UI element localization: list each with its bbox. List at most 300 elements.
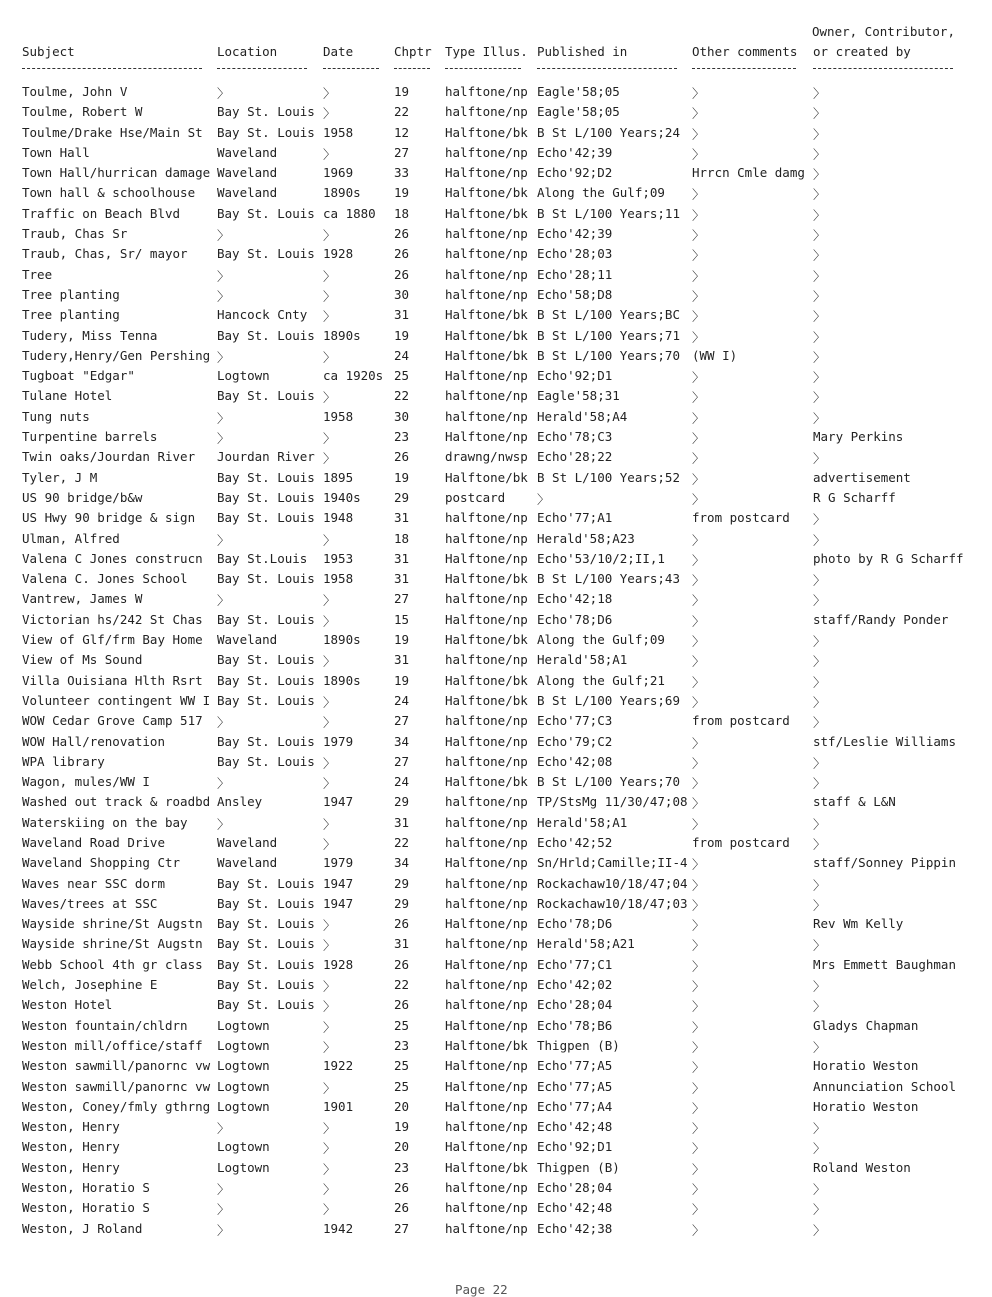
- cell-comments: 〉: [692, 390, 705, 406]
- cell-type: postcard: [445, 489, 506, 505]
- header-rule: [0, 62, 992, 74]
- table-row: [0, 774, 992, 794]
- table-row: [0, 409, 992, 429]
- cell-location: Logtown: [217, 1139, 270, 1155]
- cell-comments: Hrrcn Cmle damg: [692, 165, 805, 181]
- table-header: [0, 44, 992, 64]
- cell-chptr: 31: [394, 571, 410, 587]
- cell-owner: 〉: [813, 715, 826, 731]
- header-chptr: Chptr: [394, 44, 432, 59]
- cell-date: 〉: [323, 694, 336, 710]
- cell-comments: 〉: [692, 979, 705, 995]
- cell-published: Herald'58;A1: [537, 814, 628, 830]
- cell-chptr: 27: [394, 1220, 410, 1236]
- cell-chptr: 31: [394, 936, 410, 952]
- cell-chptr: 19: [394, 185, 410, 201]
- cell-owner: Roland Weston: [813, 1159, 911, 1175]
- cell-owner: 〉: [813, 126, 826, 142]
- table-row: [0, 246, 992, 266]
- cell-owner: 〉: [813, 146, 826, 162]
- cell-published: Echo'42;48: [537, 1119, 613, 1135]
- cell-owner: staff/Sonney Pippin: [813, 855, 956, 871]
- cell-type: Halftone/bk: [445, 347, 528, 363]
- cell-date: 〉: [323, 1161, 336, 1177]
- table-row: [0, 185, 992, 205]
- cell-location: Logtown: [217, 1058, 270, 1074]
- cell-comments: 〉: [692, 857, 705, 873]
- cell-date: 〉: [323, 1141, 336, 1157]
- table-row: [0, 794, 992, 814]
- table-row: [0, 510, 992, 530]
- cell-chptr: 24: [394, 692, 410, 708]
- cell-comments: 〉: [692, 146, 705, 162]
- cell-published: Echo'42;52: [537, 834, 613, 850]
- cell-comments: 〉: [692, 187, 705, 203]
- cell-type: halftone/np: [445, 875, 528, 891]
- cell-date: 〉: [323, 1182, 336, 1198]
- table-row: [0, 368, 992, 388]
- cell-location: Hancock Cnty: [217, 307, 308, 323]
- cell-subject: Weston mill/office/staff: [22, 1037, 203, 1053]
- cell-date: 1969: [323, 165, 354, 181]
- cell-date: 〉: [323, 1121, 336, 1137]
- rule-segment: [692, 68, 796, 69]
- rule-segment: [323, 68, 379, 69]
- cell-chptr: 31: [394, 550, 410, 566]
- cell-type: Halftone/np: [445, 1098, 528, 1114]
- table-row: [0, 977, 992, 997]
- cell-published: Echo'42;08: [537, 753, 613, 769]
- cell-type: Halftone/np: [445, 733, 528, 749]
- cell-comments: 〉: [692, 329, 705, 345]
- cell-chptr: 22: [394, 104, 410, 120]
- cell-subject: Traub, Chas, Sr/ mayor: [22, 246, 188, 262]
- cell-date: 〉: [323, 288, 336, 304]
- cell-location: Logtown: [217, 1098, 270, 1114]
- cell-published: Thigpen (B): [537, 1159, 620, 1175]
- cell-type: halftone/np: [445, 794, 528, 810]
- cell-owner: 〉: [813, 167, 826, 183]
- cell-published: Echo'42;02: [537, 977, 613, 993]
- table-row: [0, 1180, 992, 1200]
- table-row: [0, 1221, 992, 1241]
- cell-date: 〉: [323, 1080, 336, 1096]
- cell-location: 〉: [217, 593, 230, 609]
- cell-comments: 〉: [692, 248, 705, 264]
- cell-subject: Waveland Road Drive: [22, 834, 165, 850]
- cell-date: 〉: [323, 1202, 336, 1218]
- cell-type: Halftone/bk: [445, 327, 528, 343]
- cell-published: B St L/100 Years;11: [537, 205, 680, 221]
- table-row: [0, 1058, 992, 1078]
- cell-type: Halftone/np: [445, 1017, 528, 1033]
- header-type: Type Illus.: [445, 44, 528, 59]
- cell-owner: R G Scharff: [813, 489, 896, 505]
- cell-comments: 〉: [692, 918, 705, 934]
- table-row: [0, 267, 992, 287]
- table-row: [0, 125, 992, 145]
- cell-published: Echo'77;C3: [537, 713, 613, 729]
- cell-comments: 〉: [692, 1141, 705, 1157]
- cell-published: Echo'58;D8: [537, 286, 613, 302]
- cell-date: 〉: [323, 1019, 336, 1035]
- cell-location: Bay St. Louis: [217, 672, 315, 688]
- cell-date: 〉: [323, 593, 336, 609]
- cell-type: Halftone/bk: [445, 307, 528, 323]
- cell-comments: 〉: [692, 532, 705, 548]
- table-row: [0, 348, 992, 368]
- table-row: [0, 855, 992, 875]
- cell-owner: 〉: [813, 938, 826, 954]
- cell-type: halftone/np: [445, 388, 528, 404]
- cell-subject: Traffic on Beach Blvd: [22, 205, 181, 221]
- cell-comments: 〉: [692, 776, 705, 792]
- cell-subject: Weston sawmill/panornc vw: [22, 1058, 211, 1074]
- cell-type: Halftone/np: [445, 165, 528, 181]
- cell-subject: WOW Cedar Grove Camp 517: [22, 713, 203, 729]
- table-row: [0, 490, 992, 510]
- cell-owner: 〉: [813, 1202, 826, 1218]
- cell-published: Thigpen (B): [537, 1037, 620, 1053]
- cell-subject: Town Hall: [22, 144, 90, 160]
- cell-owner: 〉: [813, 1222, 826, 1238]
- cell-type: halftone/np: [445, 936, 528, 952]
- table-row: [0, 165, 992, 185]
- cell-comments: 〉: [692, 106, 705, 122]
- cell-chptr: 30: [394, 408, 410, 424]
- cell-published: Eagle'58;05: [537, 84, 620, 99]
- cell-chptr: 30: [394, 286, 410, 302]
- cell-published: Echo'92;D2: [537, 165, 613, 181]
- cell-subject: Turpentine barrels: [22, 429, 158, 445]
- cell-owner: 〉: [813, 979, 826, 995]
- cell-date: 1979: [323, 733, 354, 749]
- cell-owner: 〉: [813, 654, 826, 670]
- cell-location: Jourdan River: [217, 449, 315, 465]
- header-published: Published in: [537, 44, 628, 59]
- cell-published: Echo'92;D1: [537, 1139, 613, 1155]
- cell-published: Echo'77;C1: [537, 956, 613, 972]
- cell-subject: Webb School 4th gr class: [22, 956, 203, 972]
- cell-chptr: 33: [394, 165, 410, 181]
- cell-type: Halftone/bk: [445, 571, 528, 587]
- cell-type: halftone/np: [445, 1200, 528, 1216]
- cell-date: 1890s: [323, 327, 361, 343]
- cell-chptr: 29: [394, 794, 410, 810]
- cell-type: halftone/np: [445, 144, 528, 160]
- cell-published: Echo'77;A1: [537, 510, 613, 526]
- table-row: [0, 936, 992, 956]
- cell-type: Halftone/bk: [445, 774, 528, 790]
- cell-type: Halftone/bk: [445, 672, 528, 688]
- cell-published: Sn/Hrld;Camille;II-4: [537, 855, 688, 871]
- cell-owner: staff/Randy Ponder: [813, 611, 949, 627]
- cell-owner: 〉: [813, 451, 826, 467]
- cell-owner: 〉: [813, 106, 826, 122]
- cell-subject: Wayside shrine/St Augstn: [22, 916, 203, 932]
- cell-published: B St L/100 Years;BC: [537, 307, 680, 323]
- cell-location: Bay St. Louis: [217, 246, 315, 262]
- cell-owner: 〉: [813, 329, 826, 345]
- table-row: [0, 734, 992, 754]
- cell-subject: Welch, Josephine E: [22, 977, 158, 993]
- cell-date: 1890s: [323, 672, 361, 688]
- cell-date: 〉: [323, 836, 336, 852]
- cell-chptr: 31: [394, 307, 410, 323]
- cell-subject: Vantrew, James W: [22, 591, 143, 607]
- cell-comments: 〉: [692, 1202, 705, 1218]
- cell-location: 〉: [217, 1182, 230, 1198]
- cell-comments: 〉: [692, 1019, 705, 1035]
- table-row: [0, 307, 992, 327]
- table-row: [0, 84, 992, 104]
- cell-type: Halftone/np: [445, 550, 528, 566]
- cell-type: halftone/np: [445, 1119, 528, 1135]
- cell-comments: 〉: [692, 268, 705, 284]
- cell-comments: 〉: [692, 1039, 705, 1055]
- table-row: [0, 916, 992, 936]
- cell-date: 1890s: [323, 185, 361, 201]
- cell-published: B St L/100 Years;70: [537, 774, 680, 790]
- cell-comments: 〉: [692, 613, 705, 629]
- cell-chptr: 26: [394, 1180, 410, 1196]
- cell-date: 1890s: [323, 632, 361, 648]
- cell-chptr: 34: [394, 733, 410, 749]
- rule-segment: [394, 68, 430, 69]
- cell-chptr: 19: [394, 672, 410, 688]
- table-row: [0, 713, 992, 733]
- cell-type: Halftone/bk: [445, 692, 528, 708]
- cell-published: Herald'58;A23: [537, 530, 635, 546]
- cell-comments: 〉: [692, 126, 705, 142]
- cell-comments: 〉: [692, 593, 705, 609]
- cell-owner: 〉: [813, 755, 826, 771]
- cell-comments: 〉: [692, 877, 705, 893]
- cell-published: B St L/100 Years;24: [537, 124, 680, 140]
- cell-date: ca 1920s: [323, 368, 384, 384]
- cell-comments: 〉: [692, 897, 705, 913]
- cell-chptr: 19: [394, 327, 410, 343]
- cell-type: Halftone/bk: [445, 185, 528, 201]
- cell-owner: 〉: [813, 349, 826, 365]
- cell-date: 1947: [323, 794, 354, 810]
- cell-date: 1940s: [323, 489, 361, 505]
- cell-subject: Weston, Coney/fmly gthrng: [22, 1098, 211, 1114]
- cell-subject: Tugboat "Edgar": [22, 368, 135, 384]
- rule-segment: [217, 68, 307, 69]
- cell-location: 〉: [217, 1121, 230, 1137]
- cell-chptr: 27: [394, 753, 410, 769]
- cell-published: Echo'92;D1: [537, 368, 613, 384]
- table-row: [0, 429, 992, 449]
- cell-published: TP/StsMg 11/30/47;08: [537, 794, 688, 810]
- cell-owner: 〉: [813, 674, 826, 690]
- cell-subject: Traub, Chas Sr: [22, 226, 128, 242]
- cell-chptr: 19: [394, 1119, 410, 1135]
- cell-chptr: 26: [394, 956, 410, 972]
- cell-type: Halftone/bk: [445, 124, 528, 140]
- cell-location: Waveland: [217, 834, 278, 850]
- cell-owner: 〉: [813, 410, 826, 426]
- cell-date: 〉: [323, 938, 336, 954]
- cell-location: Logtown: [217, 1017, 270, 1033]
- cell-owner: 〉: [813, 187, 826, 203]
- cell-location: 〉: [217, 86, 230, 101]
- cell-location: Waveland: [217, 165, 278, 181]
- cell-subject: Wagon, mules/WW I: [22, 774, 150, 790]
- table-row: [0, 754, 992, 774]
- cell-chptr: 20: [394, 1139, 410, 1155]
- cell-comments: 〉: [692, 958, 705, 974]
- cell-comments: 〉: [692, 86, 705, 101]
- cell-subject: Weston, Horatio S: [22, 1180, 150, 1196]
- cell-location: 〉: [217, 268, 230, 284]
- cell-type: Halftone/np: [445, 1058, 528, 1074]
- cell-comments: 〉: [692, 309, 705, 325]
- cell-location: 〉: [217, 1222, 230, 1238]
- cell-date: 1948: [323, 510, 354, 526]
- cell-type: Halftone/np: [445, 368, 528, 384]
- cell-subject: Tyler, J M: [22, 469, 98, 485]
- cell-subject: Town hall & schoolhouse: [22, 185, 196, 201]
- cell-comments: from postcard: [692, 713, 790, 729]
- header-owner-line2: or created by: [813, 44, 911, 59]
- cell-type: halftone/np: [445, 814, 528, 830]
- cell-date: 〉: [323, 755, 336, 771]
- cell-comments: 〉: [692, 796, 705, 812]
- cell-owner: Mary Perkins: [813, 429, 904, 445]
- cell-type: Halftone/np: [445, 855, 528, 871]
- cell-owner: Rev Wm Kelly: [813, 916, 904, 932]
- cell-location: 〉: [217, 228, 230, 244]
- cell-type: halftone/np: [445, 104, 528, 120]
- table-row: [0, 612, 992, 632]
- cell-comments: 〉: [692, 1121, 705, 1137]
- cell-owner: 〉: [813, 593, 826, 609]
- cell-date: 〉: [323, 268, 336, 284]
- cell-date: 〉: [323, 86, 336, 101]
- cell-chptr: 18: [394, 530, 410, 546]
- cell-owner: 〉: [813, 512, 826, 528]
- cell-comments: 〉: [692, 288, 705, 304]
- cell-date: 〉: [323, 715, 336, 731]
- table-row: [0, 328, 992, 348]
- cell-comments: 〉: [692, 1161, 705, 1177]
- rule-segment: [813, 68, 953, 69]
- cell-subject: Ulman, Alfred: [22, 530, 120, 546]
- cell-chptr: 24: [394, 347, 410, 363]
- cell-published: Echo'78;D6: [537, 916, 613, 932]
- cell-date: 〉: [323, 776, 336, 792]
- cell-owner: 〉: [813, 999, 826, 1015]
- cell-type: halftone/np: [445, 997, 528, 1013]
- cell-type: Halftone/bk: [445, 1037, 528, 1053]
- cell-chptr: 26: [394, 266, 410, 282]
- cell-type: halftone/np: [445, 408, 528, 424]
- cell-chptr: 22: [394, 388, 410, 404]
- cell-published: Echo'28;04: [537, 997, 613, 1013]
- cell-owner: 〉: [813, 897, 826, 913]
- header-date: Date: [323, 44, 354, 59]
- cell-comments: 〉: [692, 938, 705, 954]
- cell-published: Echo'53/10/2;II,1: [537, 550, 665, 566]
- cell-comments: 〉: [692, 816, 705, 832]
- cell-chptr: 12: [394, 124, 410, 140]
- cell-subject: WPA library: [22, 753, 105, 769]
- cell-chptr: 26: [394, 997, 410, 1013]
- cell-location: Logtown: [217, 368, 270, 384]
- cell-comments: from postcard: [692, 510, 790, 526]
- cell-published: Echo'28;04: [537, 1180, 613, 1196]
- cell-owner: 〉: [813, 877, 826, 893]
- cell-subject: Weston, J Roland: [22, 1220, 143, 1236]
- cell-comments: 〉: [692, 1100, 705, 1116]
- cell-comments: 〉: [692, 552, 705, 568]
- cell-owner: Annunciation School: [813, 1078, 956, 1094]
- header-subject: Subject: [22, 44, 75, 59]
- cell-date: 〉: [323, 979, 336, 995]
- table-row: [0, 896, 992, 916]
- cell-comments: 〉: [692, 491, 705, 507]
- cell-subject: WOW Hall/renovation: [22, 733, 165, 749]
- cell-comments: (WW I): [692, 347, 738, 363]
- table-row: [0, 449, 992, 469]
- cell-published: Herald'58;A1: [537, 652, 628, 668]
- cell-location: Bay St. Louis: [217, 895, 315, 911]
- cell-comments: 〉: [692, 1182, 705, 1198]
- cell-comments: 〉: [692, 735, 705, 751]
- cell-location: 〉: [217, 288, 230, 304]
- cell-published: 〉: [537, 491, 550, 507]
- cell-chptr: 19: [394, 84, 410, 99]
- cell-chptr: 26: [394, 1200, 410, 1216]
- cell-location: Bay St. Louis: [217, 611, 315, 627]
- cell-comments: 〉: [692, 410, 705, 426]
- cell-type: Halftone/bk: [445, 205, 528, 221]
- cell-comments: 〉: [692, 634, 705, 650]
- cell-comments: 〉: [692, 1080, 705, 1096]
- cell-location: Bay St. Louis: [217, 469, 315, 485]
- cell-owner: 〉: [813, 1182, 826, 1198]
- cell-published: Herald'58;A21: [537, 936, 635, 952]
- cell-date: 〉: [323, 349, 336, 365]
- cell-type: drawng/nwsp: [445, 449, 528, 465]
- cell-location: Bay St. Louis: [217, 571, 315, 587]
- cell-location: Bay St. Louis: [217, 977, 315, 993]
- cell-owner: Mrs Emmett Baughman: [813, 956, 956, 972]
- cell-date: 〉: [323, 106, 336, 122]
- cell-chptr: 23: [394, 429, 410, 445]
- cell-location: Bay St. Louis: [217, 692, 315, 708]
- rule-segment: [22, 68, 202, 69]
- cell-subject: Waveland Shopping Ctr: [22, 855, 181, 871]
- cell-subject: View of Glf/frm Bay Home: [22, 632, 203, 648]
- cell-subject: Weston, Henry: [22, 1139, 120, 1155]
- cell-location: Bay St. Louis: [217, 916, 315, 932]
- cell-owner: 〉: [813, 86, 826, 101]
- cell-owner: 〉: [813, 776, 826, 792]
- table-row: [0, 1079, 992, 1099]
- table-row: [0, 226, 992, 246]
- cell-location: Ansley: [217, 794, 263, 810]
- cell-owner: 〉: [813, 268, 826, 284]
- cell-published: B St L/100 Years;69: [537, 692, 680, 708]
- cell-type: Halftone/bk: [445, 1159, 528, 1175]
- cell-location: Bay St. Louis: [217, 510, 315, 526]
- cell-location: Waveland: [217, 144, 278, 160]
- cell-type: halftone/np: [445, 286, 528, 302]
- cell-owner: 〉: [813, 1141, 826, 1157]
